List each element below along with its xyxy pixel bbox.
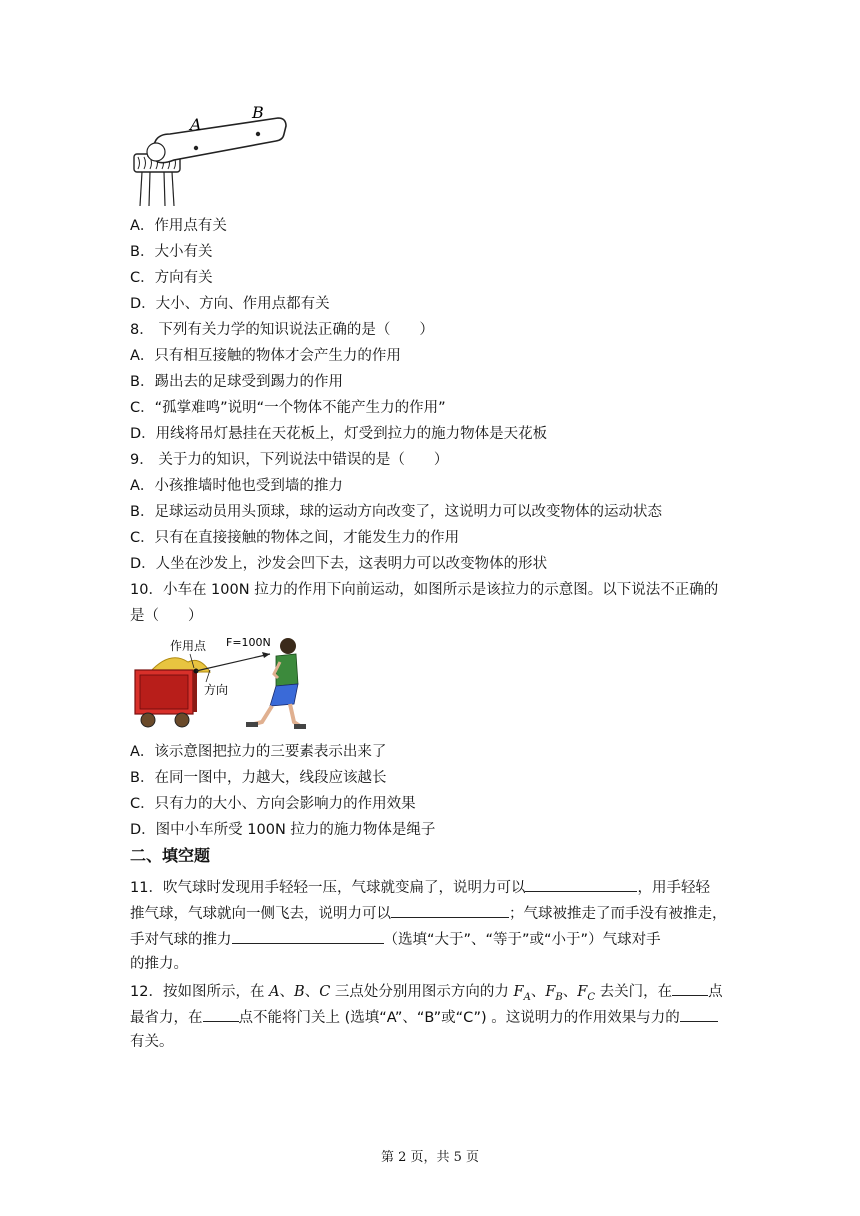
q12-point-a: A bbox=[269, 984, 280, 1000]
q9-stem: 9． 关于力的知识，下列说法中错误的是（ ） bbox=[130, 452, 449, 468]
q12-text-1d: 点 bbox=[708, 984, 723, 1000]
q11-text-1a: 11．吹气球时发现用手轻轻一压，气球就变扁了，说明力可以 bbox=[130, 880, 526, 896]
q7-option-c: C．方向有关 bbox=[130, 270, 213, 286]
q9-option-a: A．小孩推墙时他也受到墙的推力 bbox=[130, 478, 343, 494]
page-footer: 第 2 页，共 5 页 bbox=[380, 1150, 480, 1165]
q11-text-2b: ；气球被推走了而手没有被推走， bbox=[509, 906, 727, 922]
q12-blank-1[interactable] bbox=[672, 980, 708, 996]
q12-blank-2[interactable] bbox=[203, 1006, 239, 1022]
q8-option-d: D．用线将吊灯悬挂在天花板上，灯受到拉力的施力物体是天花板 bbox=[130, 426, 548, 442]
q12-force-fb: $F_B$ bbox=[545, 984, 563, 1003]
section-heading: 二、填空题 bbox=[130, 846, 211, 865]
figure-label-point: 作用点 bbox=[170, 639, 207, 653]
q11-line4: 的推力。 bbox=[130, 956, 188, 972]
q9-option-d: D．人坐在沙发上，沙发会凹下去，这表明力可以改变物体的形状 bbox=[130, 556, 548, 572]
q7-option-a: A．作用点有关 bbox=[130, 218, 227, 234]
q10-stem-line2: 是（ ） bbox=[130, 608, 203, 624]
q9-option-c: C．只有在直接接触的物体之间，才能发生力的作用 bbox=[130, 530, 460, 546]
q8-option-b: B．踢出去的足球受到踢力的作用 bbox=[130, 374, 343, 390]
wrench-figure bbox=[128, 102, 288, 208]
q10-option-b: B．在同一图中，力越大，线段应该越长 bbox=[130, 770, 387, 786]
q9-option-b: B．足球运动员用头顶球，球的运动方向改变了，这说明力可以改变物体的运动状态 bbox=[130, 504, 662, 520]
q8-option-c: C．“孤掌难鸣”说明“一个物体不能产生力的作用” bbox=[130, 400, 446, 416]
q12-sep-4: 、 bbox=[562, 984, 578, 1000]
q10-option-d: D．图中小车所受 100N 拉力的施力物体是绳子 bbox=[130, 822, 436, 838]
figure-label-direction: 方向 bbox=[204, 683, 229, 697]
q12-sep-3: 、 bbox=[530, 984, 546, 1000]
figure-label-b: B bbox=[252, 103, 264, 122]
q10-option-c: C．只有力的大小、方向会影响力的作用效果 bbox=[130, 796, 416, 812]
q11-text-1b: ，用手轻轻 bbox=[637, 880, 710, 896]
q12-force-fa: $F_A$ bbox=[513, 984, 531, 1003]
q7-option-b: B．大小有关 bbox=[130, 244, 213, 260]
q11-text-3b: （选填“大于”、“等于”或“小于”）气球对手 bbox=[383, 932, 661, 948]
q12-blank-3[interactable] bbox=[680, 1006, 718, 1022]
q12-text-2a: 最省力，在 bbox=[130, 1010, 203, 1026]
q12-text-2b: 点不能将门关上 (选填“A”、“B”或“C”) 。这说明力的作用效果与力的 bbox=[238, 1010, 680, 1026]
q12-sep-1: 、 bbox=[279, 984, 295, 1000]
q12-line2 bbox=[130, 1006, 718, 1028]
figure-label-force: F=100N bbox=[226, 636, 271, 649]
q11-blank-1[interactable] bbox=[525, 876, 637, 892]
q12-text-1b: 三点处分别用图示方向的力 bbox=[330, 984, 514, 1000]
q12-force-fc: $F_C$ bbox=[577, 984, 595, 1003]
q12-point-c: C bbox=[319, 984, 331, 1000]
cart-force-figure bbox=[130, 632, 310, 736]
q10-option-a: A．该示意图把拉力的三要素表示出来了 bbox=[130, 744, 387, 760]
q11-line1 bbox=[130, 876, 710, 898]
q11-text-2a: 推气球，气球就向一侧飞去，说明力可以 bbox=[130, 906, 391, 922]
q7-option-d: D．大小、方向、作用点都有关 bbox=[130, 296, 330, 312]
q10-stem-line1: 10．小车在 100N 拉力的作用下向前运动，如图所示是该拉力的示意图。以下说法不正确的 bbox=[130, 582, 719, 598]
q12-line3: 有关。 bbox=[130, 1034, 174, 1050]
q8-stem: 8． 下列有关力学的知识说法正确的是（ ） bbox=[130, 322, 434, 338]
q11-line3 bbox=[130, 928, 661, 950]
q11-line2 bbox=[130, 902, 727, 924]
q11-blank-3[interactable] bbox=[232, 928, 384, 944]
q8-option-a: A．只有相互接触的物体才会产生力的作用 bbox=[130, 348, 401, 364]
q12-sep-2: 、 bbox=[304, 984, 320, 1000]
q11-text-3a: 手对气球的推力 bbox=[130, 932, 232, 948]
q11-blank-2[interactable] bbox=[391, 902, 509, 918]
q12-text-1c: 去关门，在 bbox=[594, 984, 673, 1000]
figure-label-a: A bbox=[190, 115, 202, 134]
q12-point-b: B bbox=[294, 984, 305, 1000]
q12-text-1a: 12．按如图所示，在 bbox=[130, 984, 270, 1000]
q12-line1 bbox=[130, 980, 723, 1008]
